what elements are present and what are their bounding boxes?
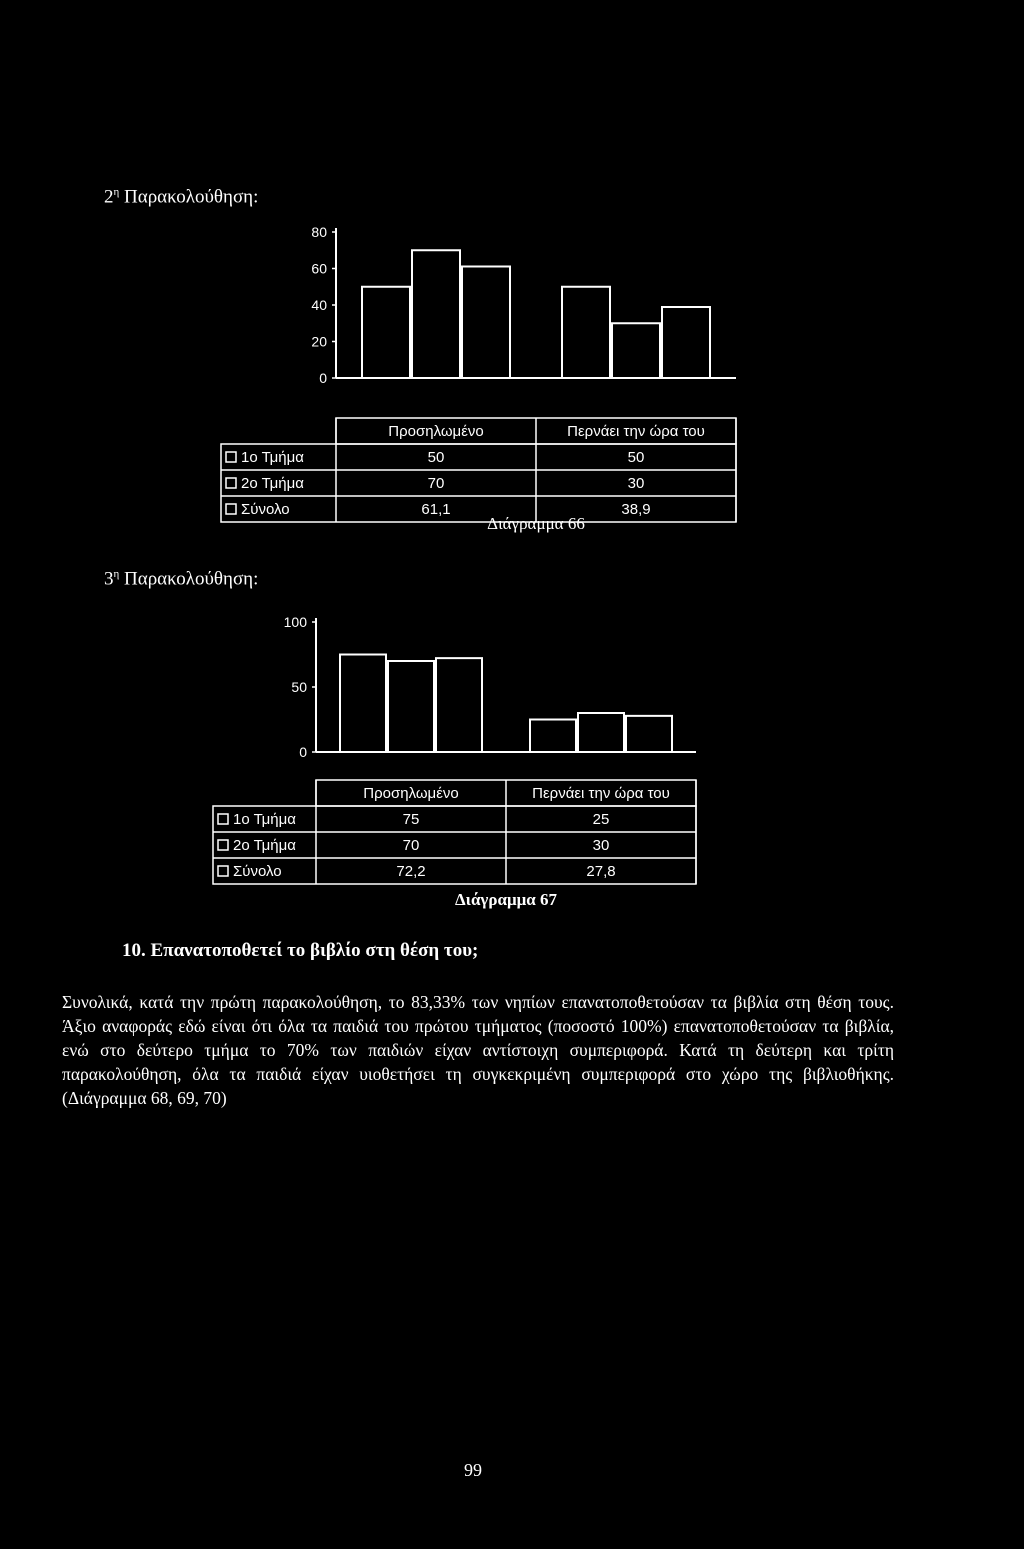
y-tick-label: 50 <box>291 679 307 695</box>
body-text: Συνολικά, κατά την πρώτη παρακολούθηση, το 83,33% των νηπίων επανατοποθετούσαν τα βιβλία στη θέση τους. Άξιο αναφοράς εδώ είναι ότι όλα τα παιδιά του πρώτου τμήματος (ποσοστό 100%) επανατοποθετούσαν τα βιβλία, ενώ στο δεύτερο τμήμα το 70% των παιδιών είχαν αντίστοιχη συμπεριφορά. Κατά τη δεύτερη και τρίτη παρακολούθηση, όλα τα παιδιά είχαν υιοθετήσει τη συγκεκριμένη συμπεριφορά στο χώρο της βιβλιοθήκης. (Διάγραμμα 68, 69, 70) <box>62 992 894 1108</box>
series-label: 1ο Τμήμα <box>241 449 304 466</box>
data-label: 50 <box>427 449 445 466</box>
body-paragraph <box>62 990 894 1110</box>
section-3-heading-text: Παρακολούθηση: <box>124 568 259 590</box>
bar <box>578 713 624 752</box>
chart-67-caption: Διάγραμμα 67 <box>455 890 557 909</box>
series-label: Σύνολο <box>241 501 290 518</box>
bar <box>436 658 482 752</box>
bar <box>388 661 434 752</box>
section-2-ordinal-suffix: η <box>113 186 120 198</box>
section-3-ordinal-suffix: η <box>113 568 120 580</box>
section-3-ordinal: 3 <box>104 568 114 590</box>
category-label: Προσηλωμένο <box>388 423 484 440</box>
data-label: 70 <box>427 475 445 492</box>
legend-swatch <box>218 814 228 824</box>
data-label: 30 <box>592 837 610 854</box>
data-label: 27,8 <box>586 863 616 880</box>
legend-swatch <box>218 840 228 850</box>
section-2-ordinal: 2 <box>104 186 114 208</box>
data-label: 25 <box>592 811 610 828</box>
bar <box>530 720 576 753</box>
bar <box>626 716 672 752</box>
point-title: 10. Επανατοποθετεί το βιβλίο στη θέση του; <box>122 940 479 961</box>
category-label: Περνάει την ώρα του <box>532 785 670 802</box>
y-tick-label: 80 <box>311 224 327 240</box>
chart-66-caption: Διάγραμμα 66 <box>487 514 585 533</box>
y-tick-label: 0 <box>299 744 307 760</box>
bar <box>340 655 386 753</box>
y-tick-label: 40 <box>311 297 327 313</box>
data-label: 72,2 <box>396 863 426 880</box>
y-tick-label: 100 <box>283 614 307 630</box>
series-label: 1ο Τμήμα <box>233 811 296 828</box>
category-label: Περνάει την ώρα του <box>567 423 705 440</box>
data-label: 50 <box>627 449 645 466</box>
data-label: 75 <box>402 811 420 828</box>
series-label: 2ο Τμήμα <box>241 475 304 492</box>
y-tick-label: 0 <box>319 370 327 386</box>
data-label: 30 <box>627 475 645 492</box>
page-number: 99 <box>464 1460 482 1480</box>
y-tick-label: 60 <box>311 260 327 277</box>
series-label: 2ο Τμήμα <box>233 837 296 854</box>
y-tick-label: 20 <box>311 333 327 350</box>
data-label: 38,9 <box>621 501 651 518</box>
legend-swatch <box>218 866 228 876</box>
category-label: Προσηλωμένο <box>363 785 459 802</box>
data-label: 61,1 <box>421 501 451 518</box>
data-label: 70 <box>402 837 420 854</box>
section-2-heading-text: Παρακολούθηση: <box>124 186 259 208</box>
series-label: Σύνολο <box>233 863 282 880</box>
